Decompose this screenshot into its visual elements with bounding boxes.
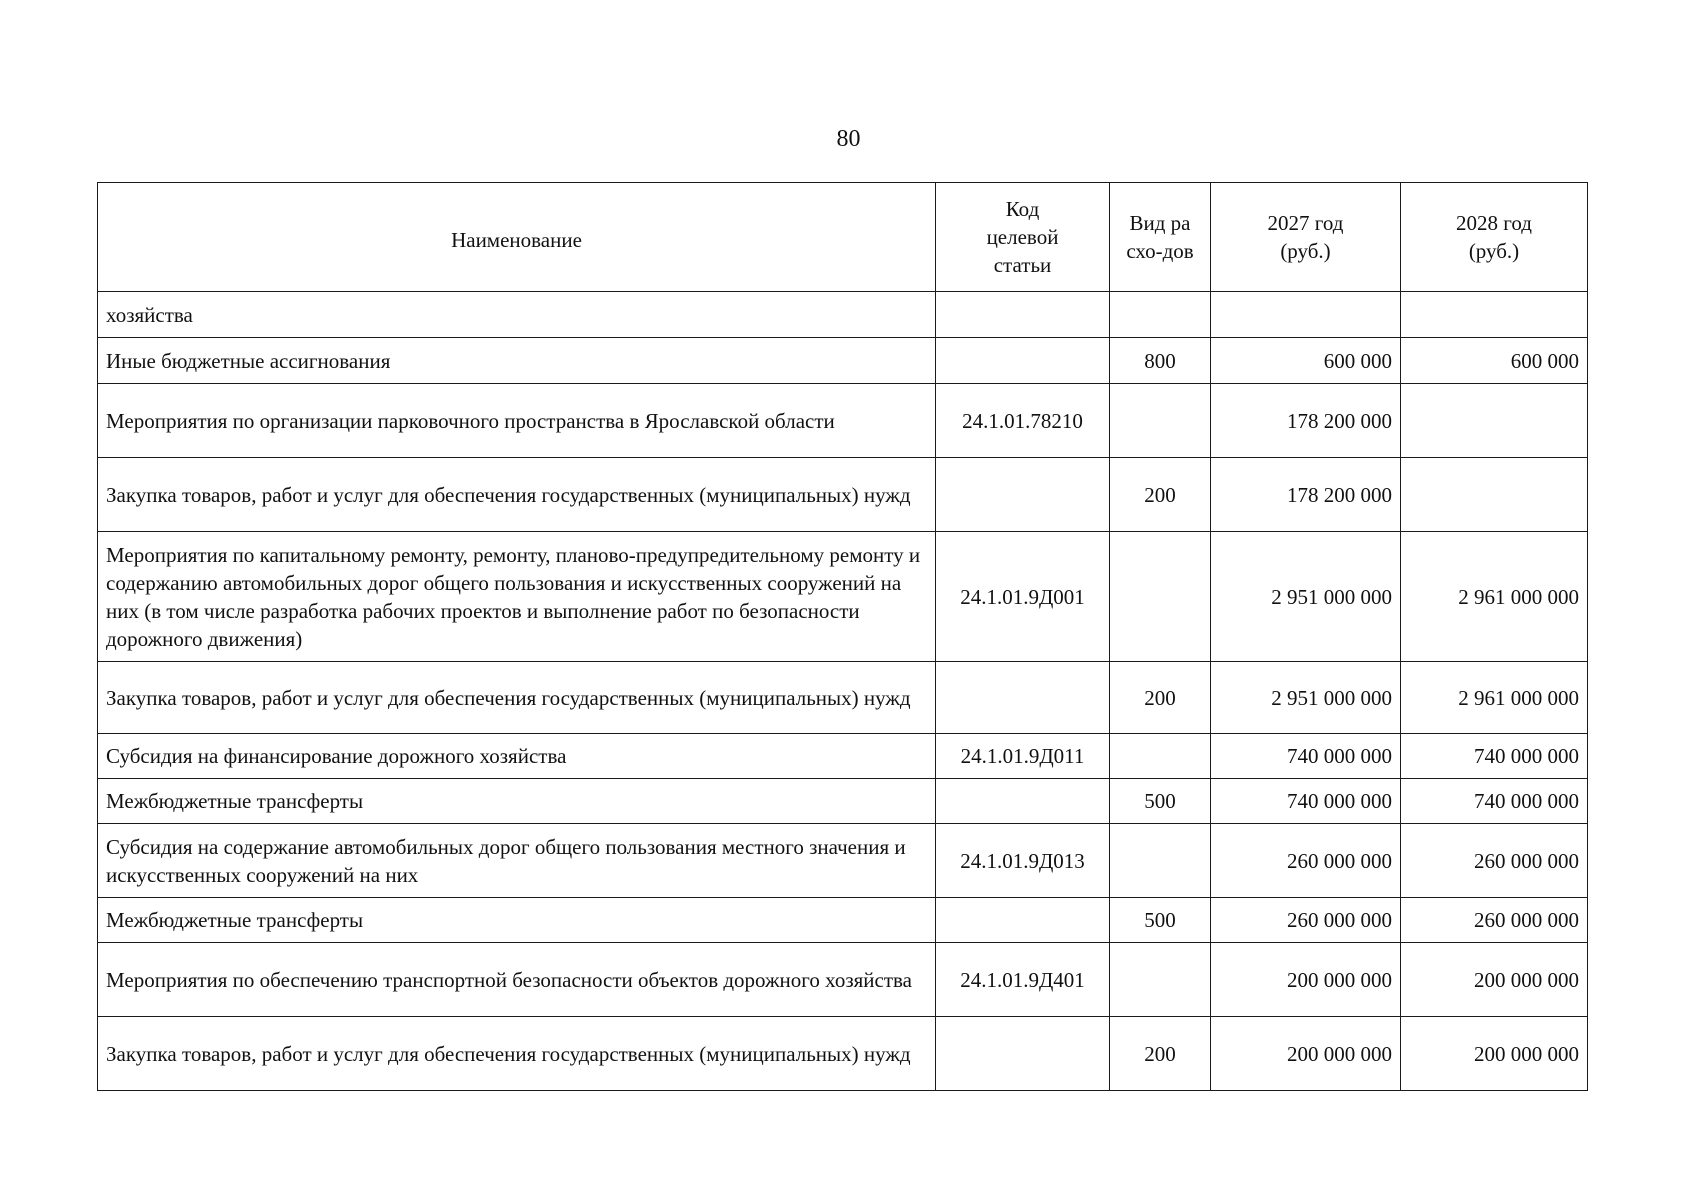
table-row (98, 292, 1588, 338)
cell-2028 (1401, 292, 1588, 338)
header-2028-label: 2028 год (руб.) (1456, 211, 1532, 263)
header-2027-label: 2027 год (руб.) (1267, 211, 1344, 263)
cell-expense-type (1110, 824, 1211, 898)
table-row (98, 662, 1588, 734)
cell-expense-type (1110, 292, 1211, 338)
cell-code: 24.1.01.78210 (936, 384, 1110, 458)
cell-2027: 178 200 000 (1211, 384, 1401, 458)
cell-expense-type: 200 (1110, 458, 1211, 532)
cell-name: Субсидия на финансирование дорожного хозяйства (98, 734, 936, 779)
cell-name: Закупка товаров, работ и услуг для обеспечения государственных (муниципальных) нужд (98, 662, 936, 734)
cell-expense-type: 200 (1110, 1017, 1211, 1091)
cell-code (936, 458, 1110, 532)
cell-expense-type (1110, 384, 1211, 458)
cell-name: Закупка товаров, работ и услуг для обеспечения государственных (муниципальных) нужд (98, 458, 936, 532)
cell-code: 24.1.01.9Д001 (936, 532, 1110, 662)
table-row (98, 338, 1588, 384)
cell-name: Мероприятия по капитальному ремонту, ремонту, планово-предупредительному ремонту и содержанию автомобильных дорог общего пользования и искусственных сооружений на них (в том числе разработка рабочих проектов и выполнение работ по безопасности дорожного движения) (98, 532, 936, 662)
cell-2027: 2 951 000 000 (1211, 532, 1401, 662)
table-header-row (98, 183, 1588, 292)
cell-2027: 2 951 000 000 (1211, 662, 1401, 734)
table-row (98, 779, 1588, 824)
page-number: 80 (836, 126, 861, 152)
cell-name: хозяйства (98, 292, 936, 338)
cell-expense-type: 200 (1110, 662, 1211, 734)
cell-2027: 600 000 (1211, 338, 1401, 384)
cell-name: Субсидия на содержание автомобильных дорог общего пользования местного значения и искусственных сооружений на них (98, 824, 936, 898)
cell-2028 (1401, 458, 1588, 532)
cell-2027: 740 000 000 (1211, 734, 1401, 779)
cell-name: Мероприятия по обеспечению транспортной безопасности объектов дорожного хозяйства (98, 943, 936, 1017)
header-kind (1110, 183, 1211, 292)
cell-code (936, 779, 1110, 824)
table-row (98, 824, 1588, 898)
table-row (98, 532, 1588, 662)
cell-2028: 2 961 000 000 (1401, 662, 1588, 734)
cell-2027: 740 000 000 (1211, 779, 1401, 824)
header-kind-label: Вид расхо-дов (1126, 211, 1194, 263)
cell-code: 24.1.01.9Д011 (936, 734, 1110, 779)
header-name: Наименование (98, 183, 936, 292)
cell-2027 (1211, 292, 1401, 338)
cell-name: Межбюджетные трансферты (98, 779, 936, 824)
header-2027 (1211, 183, 1401, 292)
cell-name: Межбюджетные трансферты (98, 898, 936, 943)
cell-2027: 260 000 000 (1211, 824, 1401, 898)
cell-2028: 260 000 000 (1401, 898, 1588, 943)
table-row (98, 1017, 1588, 1091)
cell-expense-type (1110, 943, 1211, 1017)
cell-2028: 600 000 (1401, 338, 1588, 384)
cell-code (936, 292, 1110, 338)
cell-code: 24.1.01.9Д013 (936, 824, 1110, 898)
table-row (98, 943, 1588, 1017)
cell-expense-type: 800 (1110, 338, 1211, 384)
cell-code (936, 662, 1110, 734)
cell-expense-type (1110, 734, 1211, 779)
cell-2028: 200 000 000 (1401, 1017, 1588, 1091)
cell-code: 24.1.01.9Д401 (936, 943, 1110, 1017)
cell-name: Мероприятия по организации парковочного пространства в Ярославской области (98, 384, 936, 458)
cell-2027: 178 200 000 (1211, 458, 1401, 532)
table-row (98, 384, 1588, 458)
header-2028 (1401, 183, 1588, 292)
cell-2028: 740 000 000 (1401, 779, 1588, 824)
table-row (98, 734, 1588, 779)
cell-code (936, 1017, 1110, 1091)
cell-expense-type: 500 (1110, 898, 1211, 943)
header-code (936, 183, 1110, 292)
cell-2027: 260 000 000 (1211, 898, 1401, 943)
cell-code (936, 898, 1110, 943)
table-body (98, 292, 1588, 1091)
cell-expense-type: 500 (1110, 779, 1211, 824)
cell-name: Иные бюджетные ассигнования (98, 338, 936, 384)
table-row (98, 898, 1588, 943)
cell-2027: 200 000 000 (1211, 943, 1401, 1017)
cell-2028: 200 000 000 (1401, 943, 1588, 1017)
cell-code (936, 338, 1110, 384)
table-row (98, 458, 1588, 532)
cell-2027: 200 000 000 (1211, 1017, 1401, 1091)
cell-2028: 260 000 000 (1401, 824, 1588, 898)
cell-expense-type (1110, 532, 1211, 662)
budget-table (97, 182, 1588, 1091)
header-code-label: Код целевой статьи (986, 197, 1059, 277)
cell-2028: 2 961 000 000 (1401, 532, 1588, 662)
cell-2028: 740 000 000 (1401, 734, 1588, 779)
cell-2028 (1401, 384, 1588, 458)
cell-name: Закупка товаров, работ и услуг для обеспечения государственных (муниципальных) нужд (98, 1017, 936, 1091)
